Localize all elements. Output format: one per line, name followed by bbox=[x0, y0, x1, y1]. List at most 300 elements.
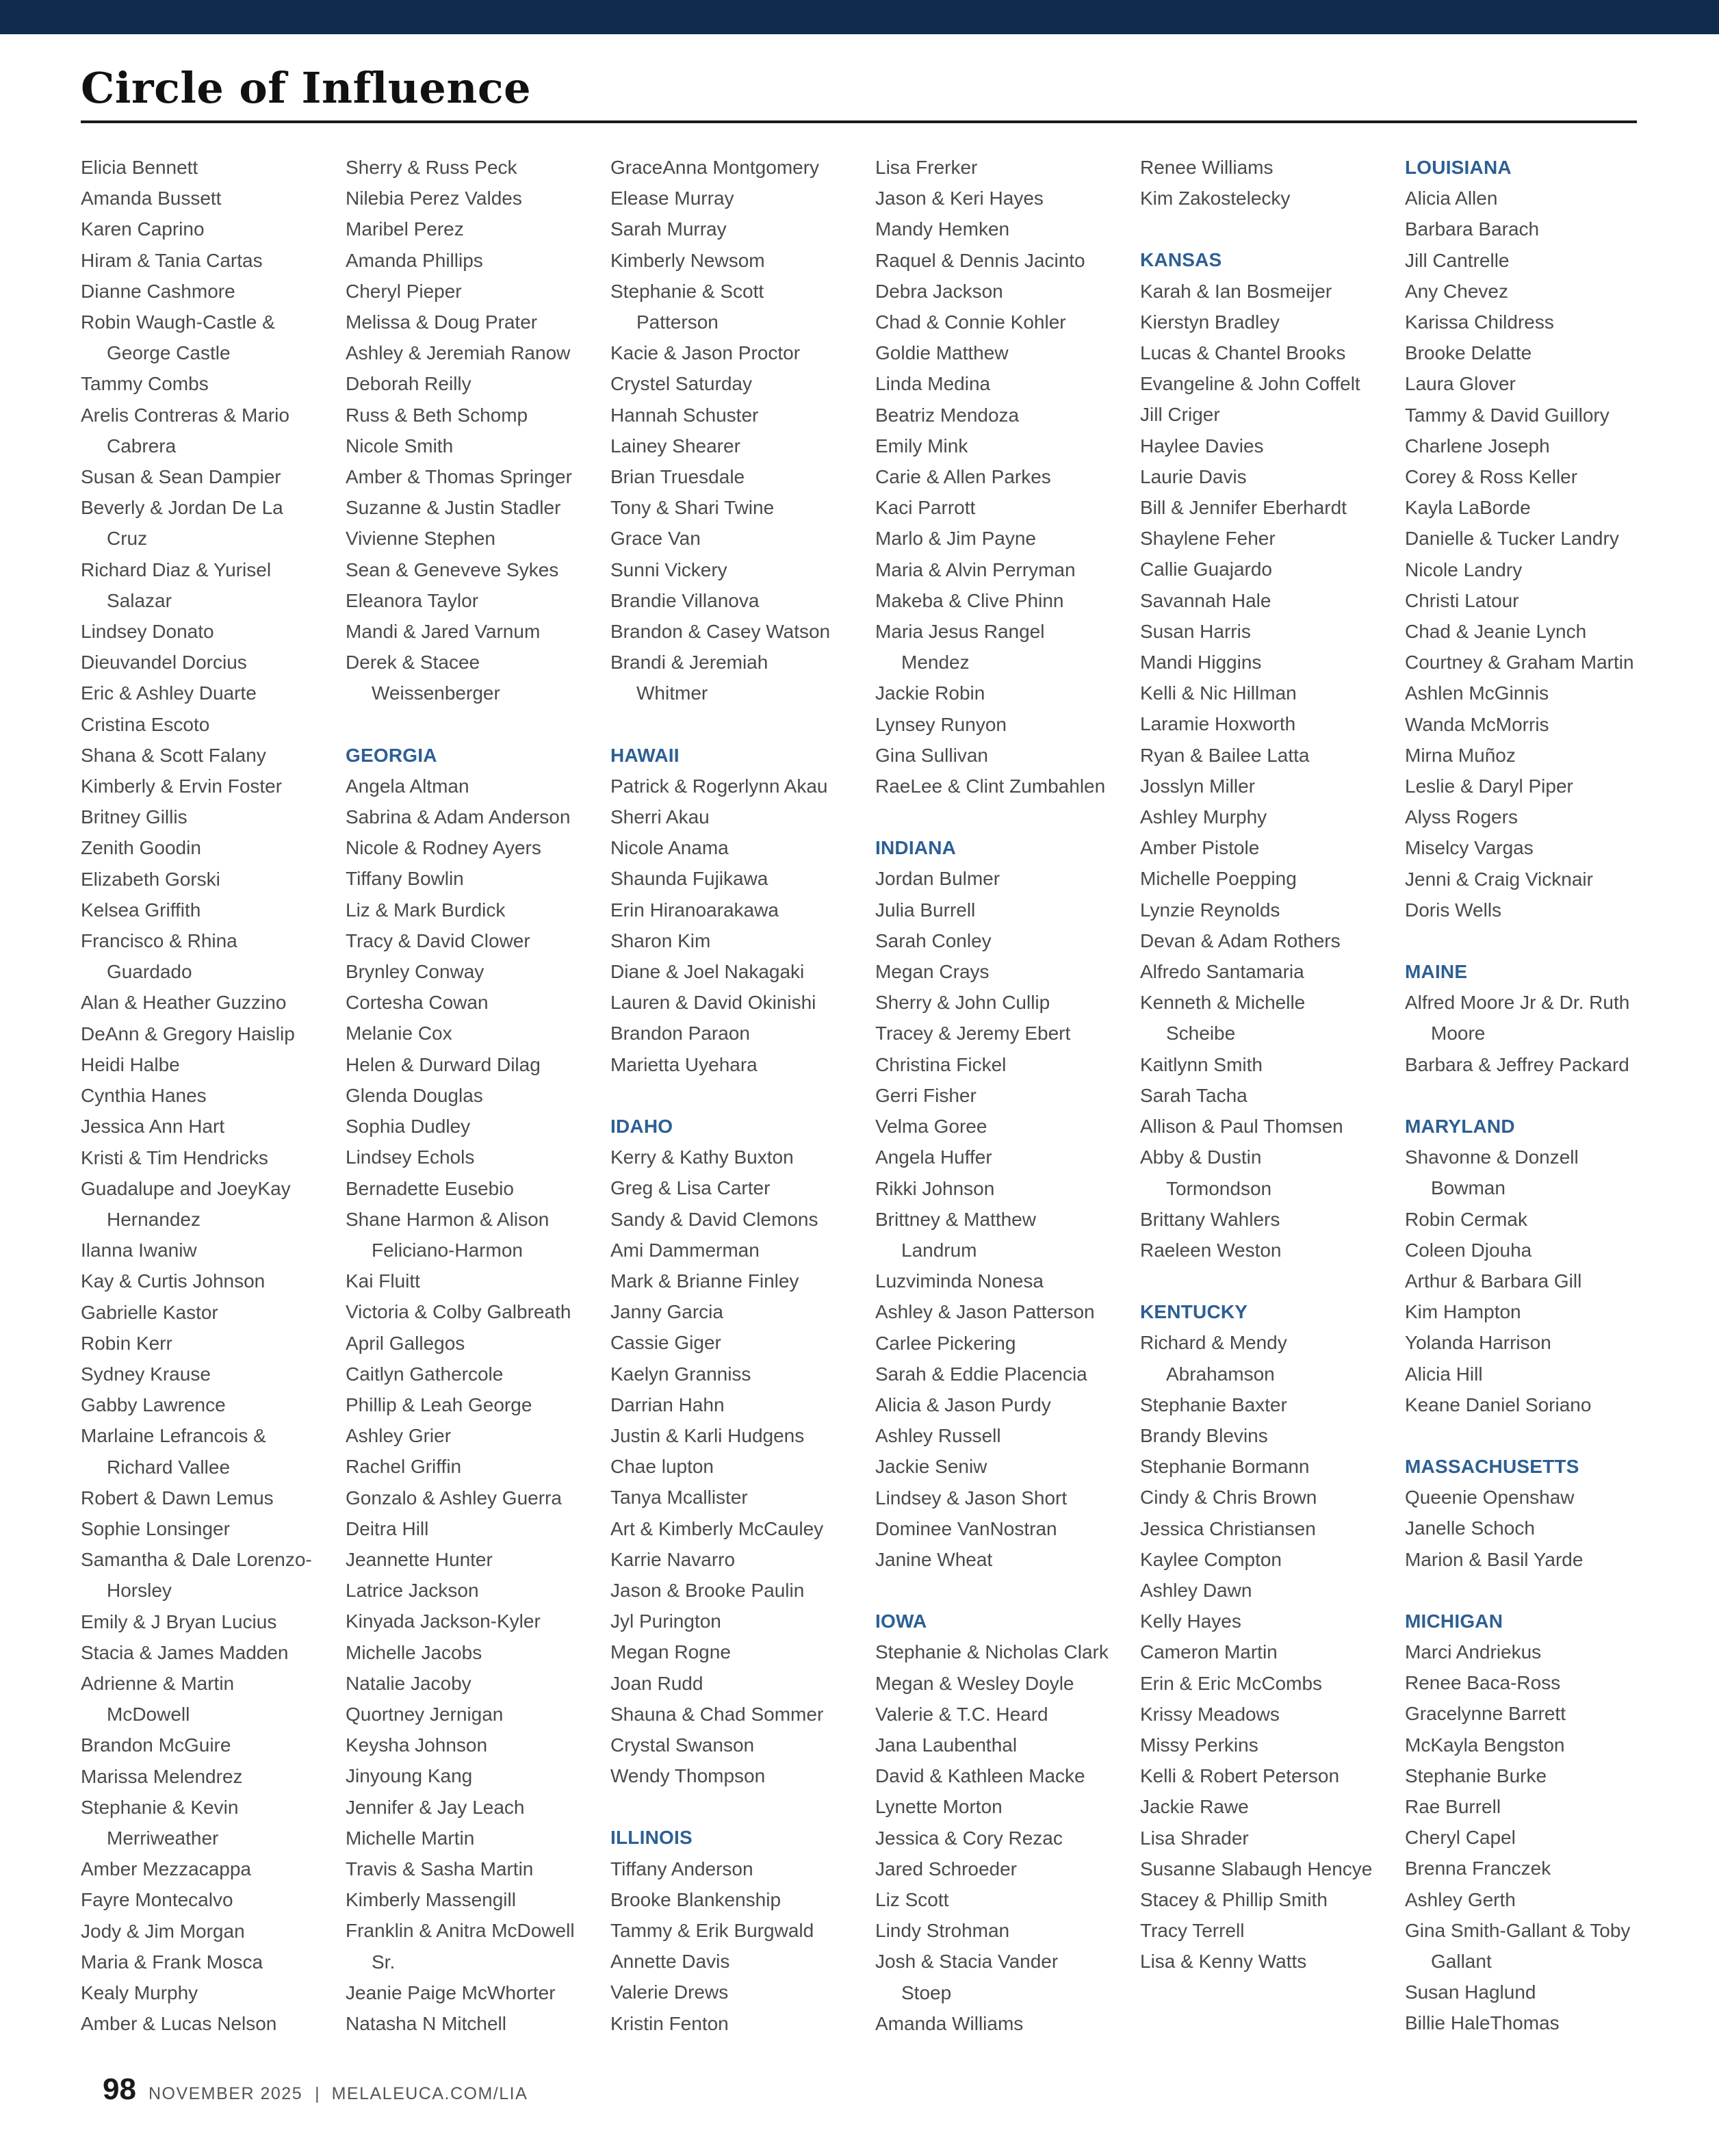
name-text: GraceAnna Montgomery bbox=[610, 157, 820, 178]
name-text: Lynsey Runyon bbox=[875, 713, 1007, 735]
name-text: Jackie Rawe bbox=[1140, 1796, 1249, 1818]
name-entry bbox=[875, 1173, 1128, 1204]
name-entry bbox=[610, 771, 864, 801]
name-text: Barbara Barach bbox=[1405, 218, 1540, 240]
state-heading: GEORGIA bbox=[346, 744, 437, 766]
name-text: Robin Waugh-Castle & bbox=[81, 311, 275, 333]
name-text: Stephanie Baxter bbox=[1140, 1394, 1287, 1415]
name-entry bbox=[1405, 554, 1658, 585]
name-text: Greg & Lisa Carter bbox=[610, 1177, 771, 1199]
name-entry bbox=[610, 1204, 864, 1235]
name-entry bbox=[610, 863, 864, 894]
name-entry bbox=[875, 1328, 1128, 1359]
name-text: Sunni Vickery bbox=[610, 559, 727, 580]
name-entry bbox=[1140, 1235, 1393, 1266]
name-text: Any Chevez bbox=[1405, 280, 1508, 302]
name-entry bbox=[1405, 214, 1658, 244]
name-entry bbox=[875, 245, 1128, 276]
name-entry bbox=[1140, 307, 1393, 337]
name-continuation: Feliciano-Harmon bbox=[372, 1239, 523, 1261]
name-entry bbox=[610, 1235, 864, 1266]
name-entry bbox=[875, 1266, 1128, 1296]
name-text: Charlene Joseph bbox=[1405, 435, 1550, 457]
name-text: Tracy Terrell bbox=[1140, 1920, 1245, 1942]
name-text: Emily & J Bryan Lucius bbox=[81, 1610, 277, 1632]
name-entry bbox=[1405, 1698, 1658, 1729]
name-text: Kimberly Newsom bbox=[610, 249, 765, 271]
state-heading: MARYLAND bbox=[1405, 1115, 1515, 1137]
name-text: Sophia Dudley bbox=[346, 1116, 471, 1138]
name-entry bbox=[875, 771, 1128, 801]
footer-separator: | bbox=[315, 2084, 320, 2103]
name-text: Jackie Robin bbox=[875, 682, 985, 704]
name-entry bbox=[875, 1483, 1128, 1513]
name-text: Nilebia Perez Valdes bbox=[346, 188, 522, 209]
name-entry bbox=[1405, 771, 1658, 801]
name-entry bbox=[610, 1049, 864, 1080]
name-text: Lainey Shearer bbox=[610, 435, 740, 457]
name-entry bbox=[81, 771, 334, 801]
name-entry bbox=[610, 1420, 864, 1451]
name-text: Lynzie Reynolds bbox=[1140, 899, 1280, 921]
name-continuation: Cruz bbox=[107, 528, 148, 550]
name-entry bbox=[346, 368, 599, 399]
name-entry bbox=[1405, 400, 1658, 431]
name-entry bbox=[610, 1327, 864, 1358]
name-entry bbox=[1405, 1266, 1658, 1296]
name-text: Suzanne & Justin Stadler bbox=[346, 497, 561, 519]
name-entry bbox=[610, 368, 864, 399]
name-text: Nicole Smith bbox=[346, 435, 454, 457]
name-text: Gina Sullivan bbox=[875, 744, 988, 766]
name-text: Emily Mink bbox=[875, 435, 968, 457]
name-text: Brittney & Matthew bbox=[875, 1208, 1036, 1230]
name-entry bbox=[875, 461, 1128, 492]
name-text: Hannah Schuster bbox=[610, 404, 759, 426]
name-entry bbox=[1405, 245, 1658, 276]
name-text: Erin & Eric McCombs bbox=[1140, 1672, 1323, 1694]
name-text: Fayre Montecalvo bbox=[81, 1889, 233, 1911]
name-text: Alyss Rogers bbox=[1405, 806, 1518, 828]
name-text: Ami Dammerman bbox=[610, 1239, 760, 1261]
name-entry bbox=[1140, 1853, 1393, 1884]
name-text: Amber Mezzacappa bbox=[81, 1858, 252, 1880]
name-entry bbox=[1140, 956, 1393, 987]
name-text: Kierstyn Bradley bbox=[1140, 311, 1280, 333]
name-text: Brandon Paraon bbox=[610, 1023, 750, 1044]
name-entry bbox=[81, 1513, 334, 1544]
name-text: Brynley Conway bbox=[346, 961, 484, 983]
name-entry bbox=[1405, 1822, 1658, 1853]
name-entry bbox=[1140, 1730, 1393, 1760]
name-entry bbox=[875, 1730, 1128, 1760]
name-entry bbox=[610, 1977, 864, 2007]
name-entry bbox=[610, 895, 864, 925]
name-continuation: Sr. bbox=[372, 1951, 396, 1973]
name-entry bbox=[875, 987, 1128, 1018]
name-continuation: Whitmer bbox=[636, 682, 708, 704]
name-text: Eleanora Taylor bbox=[346, 589, 479, 611]
name-entry bbox=[1405, 1884, 1658, 1915]
name-entry bbox=[81, 1792, 334, 1853]
name-text: April Gallegos bbox=[346, 1332, 465, 1354]
name-entry bbox=[1405, 1359, 1658, 1389]
name-text: Derek & Stacee bbox=[346, 652, 480, 673]
state-heading: HAWAII bbox=[610, 744, 680, 766]
name-entry bbox=[610, 337, 864, 368]
name-entry bbox=[1140, 987, 1393, 1049]
name-text: Diane & Joel Nakagaki bbox=[610, 961, 805, 983]
name-text: Travis & Sasha Martin bbox=[346, 1858, 534, 1879]
name-entry bbox=[1140, 1451, 1393, 1482]
name-entry bbox=[81, 1730, 334, 1760]
name-entry bbox=[81, 1884, 334, 1915]
name-entry bbox=[1405, 1544, 1658, 1575]
name-text: Gabby Lawrence bbox=[81, 1394, 226, 1416]
name-entry bbox=[875, 1668, 1128, 1699]
name-text: Shauna & Chad Sommer bbox=[610, 1703, 824, 1725]
name-continuation: George Castle bbox=[107, 342, 231, 364]
name-entry bbox=[1140, 1111, 1393, 1142]
name-text: Natasha N Mitchell bbox=[346, 2012, 506, 2034]
name-text: Josh & Stacia Vander bbox=[875, 1951, 1059, 1973]
name-text: Ashley Grier bbox=[346, 1425, 452, 1447]
name-entry bbox=[1140, 678, 1393, 708]
name-entry bbox=[875, 214, 1128, 244]
name-text: Jill Cantrelle bbox=[1405, 249, 1510, 271]
name-text: Megan Crays bbox=[875, 961, 990, 983]
names-column-6 bbox=[1405, 152, 1658, 2039]
name-entry bbox=[1405, 585, 1658, 616]
name-text: Brandi & Jeremiah bbox=[610, 652, 768, 673]
name-text: Josslyn Miller bbox=[1140, 775, 1256, 797]
name-entry bbox=[346, 832, 599, 863]
name-text: Jennifer & Jay Leach bbox=[346, 1796, 525, 1818]
name-text: Kacie & Jason Proctor bbox=[610, 342, 801, 364]
name-text: Liz Scott bbox=[875, 1888, 949, 1910]
name-text: Jackie Seniw bbox=[875, 1456, 987, 1478]
state-heading: MAINE bbox=[1405, 961, 1468, 983]
name-text: Marissa Melendrez bbox=[81, 1765, 243, 1787]
name-text: Rachel Griffin bbox=[346, 1456, 462, 1478]
name-text: Stacia & James Madden bbox=[81, 1641, 289, 1663]
name-text: Cortesha Cowan bbox=[346, 992, 489, 1014]
name-text: Mandi Higgins bbox=[1140, 652, 1262, 673]
name-text: Samantha & Dale Lorenzo- bbox=[81, 1549, 312, 1571]
name-text: Sherri Akau bbox=[610, 806, 710, 828]
name-entry bbox=[346, 1111, 599, 1142]
name-entry bbox=[81, 647, 334, 678]
name-text: Queenie Openshaw bbox=[1405, 1487, 1575, 1509]
name-entry bbox=[81, 1235, 334, 1266]
name-text: Jyl Purington bbox=[610, 1610, 721, 1632]
name-text: Valerie Drews bbox=[610, 1981, 729, 2003]
name-text: Alicia Hill bbox=[1405, 1363, 1483, 1385]
name-entry bbox=[1405, 1049, 1658, 1080]
state-heading: INDIANA bbox=[875, 837, 957, 859]
name-text: Lisa Shrader bbox=[1140, 1827, 1249, 1849]
website-link[interactable]: MELALEUCA.COM/LIA bbox=[331, 2084, 528, 2103]
name-entry bbox=[81, 987, 334, 1018]
name-entry bbox=[875, 1791, 1128, 1822]
name-text: Lauren & David Okinishi bbox=[610, 992, 816, 1014]
name-entry bbox=[875, 1451, 1128, 1482]
name-entry bbox=[346, 895, 599, 925]
name-entry bbox=[610, 925, 864, 956]
name-entry bbox=[81, 1266, 334, 1296]
name-text: Kimberly Massengill bbox=[346, 1889, 516, 1911]
name-entry bbox=[1140, 1080, 1393, 1111]
name-text: Jordan Bulmer bbox=[875, 868, 1000, 890]
name-text: Sherry & Russ Peck bbox=[346, 157, 517, 178]
name-text: Annette Davis bbox=[610, 1951, 730, 1973]
page-number: 98 bbox=[103, 2072, 136, 2106]
name-text: Marietta Uyehara bbox=[610, 1053, 758, 1075]
name-entry bbox=[81, 554, 334, 616]
name-text: Allison & Paul Thomsen bbox=[1140, 1116, 1343, 1138]
name-text: Elease Murray bbox=[610, 188, 734, 209]
name-entry bbox=[610, 1853, 864, 1884]
name-entry bbox=[1405, 709, 1658, 740]
name-entry bbox=[1405, 1327, 1658, 1358]
name-entry bbox=[875, 709, 1128, 740]
name-text: Evangeline & John Coffelt bbox=[1140, 373, 1360, 395]
name-text: Lindsey Echols bbox=[346, 1146, 475, 1168]
state-heading: LOUISIANA bbox=[1405, 157, 1512, 178]
name-text: Kealy Murphy bbox=[81, 1981, 198, 2003]
name-entry bbox=[346, 1575, 599, 1606]
name-text: Kelly Hayes bbox=[1140, 1610, 1241, 1632]
name-text: Arthur & Barbara Gill bbox=[1405, 1270, 1582, 1292]
name-text: Jenni & Craig Vicknair bbox=[1405, 868, 1593, 890]
name-text: Doris Wells bbox=[1405, 899, 1502, 921]
name-entry bbox=[610, 1946, 864, 1977]
name-text: Megan & Wesley Doyle bbox=[875, 1672, 1074, 1694]
name-entry bbox=[346, 956, 599, 987]
name-text: Jared Schroeder bbox=[875, 1858, 1018, 1879]
name-entry bbox=[81, 2008, 334, 2039]
name-text: Yolanda Harrison bbox=[1405, 1332, 1551, 1354]
name-entry bbox=[875, 1760, 1128, 1791]
name-text: Victoria & Colby Galbreath bbox=[346, 1301, 571, 1323]
name-text: Maribel Perez bbox=[346, 218, 464, 240]
name-text: Kristi & Tim Hendricks bbox=[81, 1146, 268, 1168]
name-entry bbox=[346, 1637, 599, 1668]
name-text: Darrian Hahn bbox=[610, 1394, 725, 1415]
name-text: Shana & Scott Falany bbox=[81, 744, 266, 766]
name-entry bbox=[346, 1668, 599, 1699]
name-entry bbox=[1140, 1699, 1393, 1730]
name-entry bbox=[875, 1823, 1128, 1853]
name-entry bbox=[875, 1142, 1128, 1172]
state-heading: KENTUCKY bbox=[1140, 1301, 1248, 1323]
name-entry bbox=[610, 1575, 864, 1606]
name-entry bbox=[875, 307, 1128, 337]
name-entry bbox=[346, 1823, 599, 1853]
name-text: Dieuvandel Dorcius bbox=[81, 652, 247, 673]
name-text: Lindy Strohman bbox=[875, 1920, 1010, 1942]
name-text: Chad & Connie Kohler bbox=[875, 311, 1066, 333]
name-entry bbox=[81, 801, 334, 832]
name-entry bbox=[1140, 647, 1393, 678]
name-text: Kenneth & Michelle bbox=[1140, 992, 1306, 1014]
name-entry bbox=[1140, 925, 1393, 956]
name-continuation: Stoep bbox=[901, 1981, 952, 2003]
name-entry bbox=[346, 1389, 599, 1420]
name-entry bbox=[346, 400, 599, 431]
name-text: Janny Garcia bbox=[610, 1301, 723, 1323]
name-entry bbox=[610, 1359, 864, 1389]
name-text: Velma Goree bbox=[875, 1116, 987, 1138]
name-continuation: Abrahamson bbox=[1166, 1363, 1275, 1385]
name-text: Brooke Blankenship bbox=[610, 1888, 781, 1910]
name-entry bbox=[1140, 337, 1393, 368]
name-entry bbox=[1405, 895, 1658, 925]
name-text: Bernadette Eusebio bbox=[346, 1177, 514, 1199]
name-text: Alfredo Santamaria bbox=[1140, 961, 1304, 983]
name-entry bbox=[875, 276, 1128, 307]
name-text: Callie Guajardo bbox=[1140, 559, 1272, 580]
name-text: Art & Kimberly McCauley bbox=[610, 1517, 824, 1539]
name-text: Karen Caprino bbox=[81, 218, 205, 240]
name-entry bbox=[346, 183, 599, 214]
name-entry bbox=[610, 801, 864, 832]
name-continuation: Weissenberger bbox=[372, 682, 500, 704]
name-text: Jinyoung Kang bbox=[346, 1765, 473, 1787]
name-entry bbox=[81, 740, 334, 771]
name-entry bbox=[610, 214, 864, 244]
name-text: Sarah Murray bbox=[610, 218, 727, 240]
name-entry bbox=[346, 1173, 599, 1204]
name-entry bbox=[1140, 152, 1393, 183]
name-text: Robert & Dawn Lemus bbox=[81, 1487, 274, 1509]
name-text: Amber Pistole bbox=[1140, 837, 1260, 859]
name-entry bbox=[81, 152, 334, 183]
name-text: Marion & Basil Yarde bbox=[1405, 1548, 1584, 1570]
name-entry bbox=[81, 925, 334, 987]
name-entry bbox=[346, 925, 599, 956]
name-entry bbox=[610, 1296, 864, 1327]
name-entry bbox=[875, 1946, 1128, 2007]
name-entry bbox=[875, 337, 1128, 368]
name-text: Sharon Kim bbox=[610, 929, 711, 951]
name-text: Valerie & T.C. Heard bbox=[875, 1703, 1048, 1725]
state-heading: MICHIGAN bbox=[1405, 1610, 1503, 1632]
name-entry bbox=[1140, 1946, 1393, 1977]
name-text: Dominee VanNostran bbox=[875, 1517, 1057, 1539]
name-text: Goldie Matthew bbox=[875, 342, 1009, 364]
name-text: Tammy & Erik Burgwald bbox=[610, 1919, 814, 1941]
name-text: Sophie Lonsinger bbox=[81, 1517, 230, 1539]
name-text: Leslie & Daryl Piper bbox=[1405, 775, 1573, 797]
name-text: Marlo & Jim Payne bbox=[875, 528, 1036, 550]
name-entry bbox=[875, 925, 1128, 956]
name-entry bbox=[81, 368, 334, 399]
name-entry bbox=[81, 1947, 334, 1977]
name-text: Hiram & Tania Cartas bbox=[81, 249, 263, 271]
name-entry bbox=[1140, 1049, 1393, 1080]
name-entry bbox=[610, 1637, 864, 1667]
name-entry bbox=[610, 1760, 864, 1791]
name-entry bbox=[346, 1606, 599, 1637]
name-entry bbox=[1140, 1823, 1393, 1853]
name-entry bbox=[875, 1637, 1128, 1667]
name-text: Vivienne Stephen bbox=[346, 528, 495, 550]
name-text: Raeleen Weston bbox=[1140, 1239, 1282, 1261]
name-text: Keysha Johnson bbox=[346, 1734, 488, 1756]
name-text: Sandy & David Clemons bbox=[610, 1208, 818, 1230]
name-entry bbox=[875, 1884, 1128, 1915]
name-text: Bill & Jennifer Eberhardt bbox=[1140, 497, 1347, 519]
name-text: Kaelyn Granniss bbox=[610, 1363, 751, 1385]
name-text: Gina Smith-Gallant & Toby bbox=[1405, 1919, 1631, 1941]
name-entry bbox=[346, 585, 599, 616]
name-entry bbox=[875, 183, 1128, 214]
name-text: Adrienne & Martin bbox=[81, 1672, 235, 1694]
name-text: Susan & Sean Dampier bbox=[81, 466, 281, 488]
name-entry bbox=[610, 1513, 864, 1544]
name-continuation: Moore bbox=[1431, 1023, 1486, 1044]
name-text: Joan Rudd bbox=[610, 1672, 703, 1694]
name-entry bbox=[1140, 832, 1393, 863]
name-entry bbox=[875, 585, 1128, 616]
name-continuation: Bowman bbox=[1431, 1177, 1505, 1199]
name-entry bbox=[875, 1544, 1128, 1575]
name-text: Jason & Keri Hayes bbox=[875, 188, 1044, 209]
name-entry bbox=[81, 1142, 334, 1173]
name-continuation: Mendez bbox=[901, 652, 970, 673]
name-text: Megan Rogne bbox=[610, 1641, 731, 1663]
name-entry bbox=[346, 1483, 599, 1513]
name-text: Kelsea Griffith bbox=[81, 899, 201, 921]
name-text: Maria & Alvin Perryman bbox=[875, 559, 1076, 580]
name-continuation: Cabrera bbox=[107, 435, 177, 457]
names-column-3 bbox=[610, 152, 864, 2039]
name-text: Brooke Delatte bbox=[1405, 342, 1532, 364]
name-text: Amber & Thomas Springer bbox=[346, 466, 572, 488]
name-text: Jana Laubenthal bbox=[875, 1734, 1018, 1756]
name-text: Ashley & Jason Patterson bbox=[875, 1301, 1095, 1323]
name-text: Phillip & Leah George bbox=[346, 1394, 532, 1415]
name-text: Tiffany Bowlin bbox=[346, 868, 464, 890]
name-entry bbox=[1140, 740, 1393, 771]
name-entry bbox=[346, 1451, 599, 1482]
name-continuation: Tormondson bbox=[1166, 1177, 1272, 1199]
name-text: Gabrielle Kastor bbox=[81, 1301, 218, 1323]
name-entry bbox=[1405, 647, 1658, 678]
name-continuation: Guardado bbox=[107, 961, 192, 983]
name-entry bbox=[346, 1915, 599, 1977]
name-entry bbox=[610, 1018, 864, 1049]
name-entry bbox=[1405, 307, 1658, 337]
name-entry bbox=[346, 461, 599, 492]
name-entry bbox=[1405, 740, 1658, 771]
name-entry bbox=[346, 771, 599, 801]
name-text: Angela Altman bbox=[346, 775, 469, 797]
state-heading: ILLINOIS bbox=[610, 1827, 693, 1849]
name-entry bbox=[875, 1111, 1128, 1142]
name-text: Jody & Jim Morgan bbox=[81, 1920, 245, 1942]
name-entry bbox=[610, 1266, 864, 1296]
name-text: Ashley Dawn bbox=[1140, 1579, 1252, 1601]
name-entry bbox=[1405, 1389, 1658, 1420]
name-entry bbox=[346, 492, 599, 523]
name-text: Caitlyn Gathercole bbox=[346, 1363, 504, 1385]
name-entry bbox=[1405, 1667, 1658, 1698]
name-entry bbox=[1140, 1668, 1393, 1699]
name-entry bbox=[346, 2008, 599, 2039]
name-text: Tracy & David Clower bbox=[346, 929, 530, 951]
